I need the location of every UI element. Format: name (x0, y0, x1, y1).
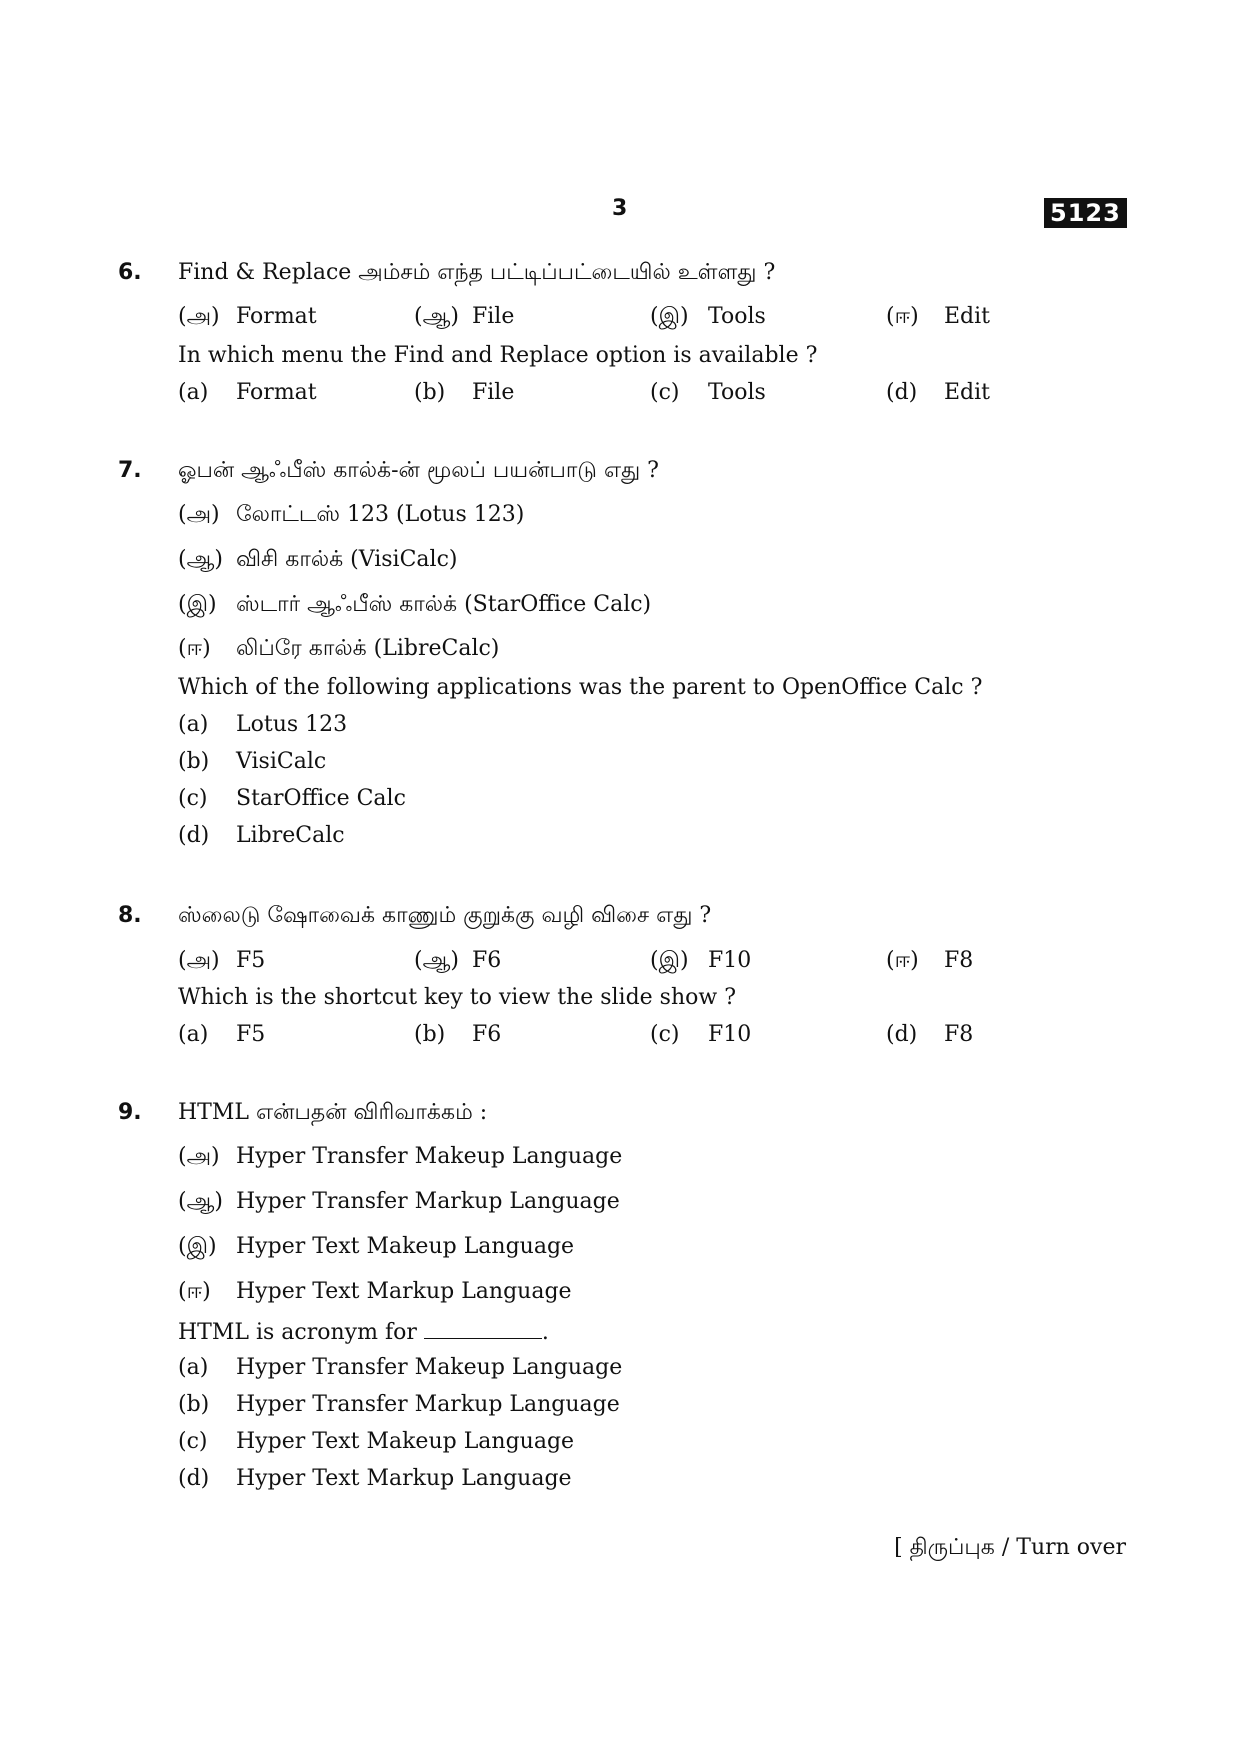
option-label: (இ) (650, 304, 689, 329)
option-text: லிப்ரே கால்க் (LibreCalc) (236, 636, 500, 661)
option-label: (ஆ) (414, 304, 459, 329)
option-label: (ஆ) (414, 948, 459, 973)
question-suffix: . (541, 1320, 549, 1345)
option-text: StarOffice Calc (236, 786, 406, 811)
option-text: F8 (944, 1022, 974, 1047)
question-text-tamil: HTML என்பதன் விரிவாக்கம் : (178, 1100, 488, 1125)
option-a (178, 710, 347, 740)
option-text: Hyper Transfer Markup Language (236, 1189, 620, 1214)
option-text: Hyper Text Markup Language (236, 1466, 572, 1491)
option-label: (b) (178, 1392, 210, 1417)
option-label: (b) (178, 749, 210, 774)
question-number: 7. (118, 458, 142, 483)
option-b (414, 1020, 501, 1050)
option-2 (178, 545, 457, 575)
option-label: (b) (414, 380, 446, 405)
option-label: (அ) (178, 502, 220, 527)
option-c (178, 784, 406, 814)
option-text: Hyper Text Makeup Language (236, 1429, 575, 1454)
option-label: (ஈ) (178, 1279, 211, 1304)
option-text: F8 (944, 948, 974, 973)
answer-blank (424, 1316, 542, 1339)
option-text: Edit (944, 304, 991, 329)
option-label: (d) (178, 1466, 210, 1491)
option-label: (c) (650, 1022, 680, 1047)
option-label: (a) (178, 1355, 209, 1380)
option-label: (இ) (178, 592, 217, 617)
option-label: (d) (178, 823, 210, 848)
option-label: (அ) (178, 1144, 220, 1169)
option-1 (178, 302, 317, 332)
option-label: (d) (886, 1022, 918, 1047)
option-label: (c) (178, 1429, 208, 1454)
option-text: Hyper Text Makeup Language (236, 1234, 575, 1259)
option-text: Hyper Text Markup Language (236, 1279, 572, 1304)
option-1 (178, 1142, 622, 1172)
option-label: (a) (178, 380, 209, 405)
page-number: 3 (612, 196, 628, 221)
question-text-tamil: Find & Replace அம்சம் எந்த பட்டிப்பட்டையில் உள்ளது ? (178, 260, 776, 285)
option-label: (ஆ) (178, 547, 223, 572)
option-label: (d) (886, 380, 918, 405)
option-c (178, 1427, 574, 1457)
option-4 (886, 302, 990, 332)
option-label: (இ) (178, 1234, 217, 1259)
option-b (178, 747, 326, 777)
option-text: Format (236, 380, 317, 405)
option-text: F6 (472, 1022, 502, 1047)
option-3 (650, 302, 766, 332)
option-text: File (472, 304, 515, 329)
option-text: விசி கால்க் (VisiCalc) (236, 547, 458, 572)
option-text: File (472, 380, 515, 405)
option-text: Tools (708, 380, 766, 405)
option-text: Hyper Transfer Markup Language (236, 1392, 620, 1417)
option-text: Lotus 123 (236, 712, 348, 737)
question-text-tamil: ஓபன் ஆஃபீஸ் கால்க்-ன் மூலப் பயன்பாடு எது ? (178, 458, 659, 483)
question-number: 6. (118, 260, 142, 285)
question-number: 9. (118, 1100, 142, 1125)
option-2 (414, 946, 501, 976)
option-text: F5 (236, 948, 266, 973)
option-1 (178, 946, 265, 976)
option-label: (அ) (178, 948, 220, 973)
question-text-english (178, 1316, 549, 1348)
option-text: LibreCalc (236, 823, 345, 848)
option-label: (c) (650, 380, 680, 405)
option-c (650, 1020, 751, 1050)
option-2 (178, 1187, 620, 1217)
option-d (886, 378, 990, 408)
option-3 (650, 946, 751, 976)
option-b (178, 1390, 620, 1420)
option-label: (ஈ) (886, 304, 919, 329)
question-text-tamil: ஸ்லைடு ஷோவைக் காணும் குறுக்கு வழி விசை எது ? (178, 903, 712, 928)
option-4 (178, 634, 499, 664)
question-text-english: Which is the shortcut key to view the slide show ? (178, 985, 736, 1010)
question-number: 8. (118, 903, 142, 928)
paper-code-badge: 5123 (1044, 198, 1127, 228)
option-label: (b) (414, 1022, 446, 1047)
option-text: Tools (708, 304, 766, 329)
option-a (178, 378, 317, 408)
option-text: F10 (708, 948, 752, 973)
option-text: VisiCalc (236, 749, 327, 774)
option-text: F6 (472, 948, 502, 973)
option-label: (a) (178, 712, 209, 737)
option-1 (178, 500, 524, 530)
option-text: Hyper Transfer Makeup Language (236, 1144, 623, 1169)
option-text: F10 (708, 1022, 752, 1047)
option-b (414, 378, 514, 408)
question-text: HTML is acronym for (178, 1320, 417, 1345)
option-text: லோட்டஸ் 123 (Lotus 123) (236, 502, 525, 527)
option-d (178, 1464, 572, 1494)
option-text: ஸ்டார் ஆஃபீஸ் கால்க் (StarOffice Calc) (236, 592, 652, 617)
option-3 (178, 590, 651, 620)
option-label: (ஈ) (178, 636, 211, 661)
option-a (178, 1020, 265, 1050)
option-a (178, 1353, 622, 1383)
option-2 (414, 302, 514, 332)
question-text-english: In which menu the Find and Replace option is available ? (178, 343, 818, 368)
option-label: (அ) (178, 304, 220, 329)
option-text: Format (236, 304, 317, 329)
option-label: (c) (178, 786, 208, 811)
option-3 (178, 1232, 574, 1262)
option-text: F5 (236, 1022, 266, 1047)
option-text: Hyper Transfer Makeup Language (236, 1355, 623, 1380)
option-d (178, 821, 345, 851)
option-4 (178, 1277, 572, 1307)
option-label: (இ) (650, 948, 689, 973)
option-label: (ஆ) (178, 1189, 223, 1214)
option-4 (886, 946, 973, 976)
option-label: (ஈ) (886, 948, 919, 973)
option-d (886, 1020, 973, 1050)
option-text: Edit (944, 380, 991, 405)
option-label: (a) (178, 1022, 209, 1047)
question-text-english: Which of the following applications was the parent to OpenOffice Calc ? (178, 675, 983, 700)
option-c (650, 378, 766, 408)
turn-over-footer: [ திருப்புக / Turn over (894, 1535, 1126, 1560)
